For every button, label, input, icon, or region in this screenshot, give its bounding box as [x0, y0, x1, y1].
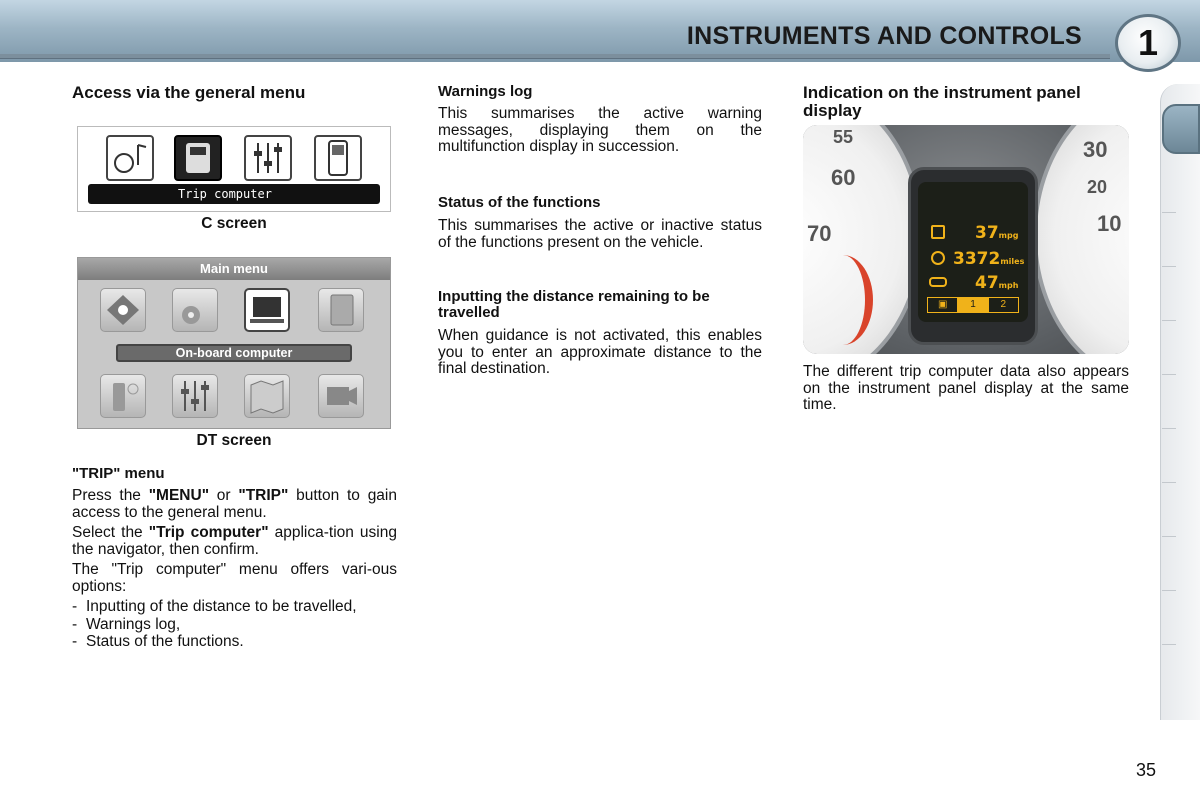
address-book-icon — [318, 288, 364, 332]
trip-menu-options-list — [72, 599, 397, 651]
tab-divider — [1162, 320, 1176, 321]
phone-icon — [314, 135, 362, 181]
display-row-consumption: 37mpg — [975, 223, 1019, 243]
redline-arc — [813, 255, 873, 345]
tab-divider — [1162, 644, 1176, 645]
settings-icon — [172, 374, 218, 418]
display-row-range: 3372miles — [953, 249, 1025, 269]
trip-menu-paragraph-1: Press the "MENU" or "TRIP" button to gain access to the general menu. — [72, 487, 397, 521]
trip-computer-icon — [174, 135, 222, 181]
c-screen-caption: C screen — [201, 215, 267, 232]
tab-divider — [1162, 590, 1176, 591]
display-tab-icon: ▣ — [928, 298, 958, 312]
chapter-badge: 1 — [1115, 14, 1181, 72]
rev-label: 10 — [1097, 211, 1122, 236]
music-icon — [106, 135, 154, 181]
instrument-panel-text: The different trip computer data also appears on the instrument panel display at the same time. — [803, 363, 1129, 413]
display-tab-1: 1 — [958, 298, 988, 312]
inputting-distance-text: When guidance is not activated, this enables you to enter an approximate distance to the final destination. — [438, 327, 762, 377]
display-tab-2: 2 — [1000, 299, 1007, 310]
speed-label: 55 — [833, 127, 854, 147]
tab-divider — [1162, 212, 1176, 213]
list-item: - Inputting of the distance to be travelled, — [72, 598, 357, 615]
page-number: 35 — [1136, 760, 1157, 780]
status-functions-text: This summarises the active or inactive status of the functions present on the vehicle. — [438, 217, 762, 251]
fuel-icon — [931, 225, 945, 239]
dt-screen-selection-bar: On-board computer — [116, 344, 352, 362]
header-rule — [0, 54, 1110, 59]
computer-icon — [244, 288, 290, 332]
section-heading-instrument-panel: Indication on the instrument panel display — [803, 83, 1081, 120]
trip-menu-paragraph-3: The "Trip computer" menu offers vari-ous options: — [72, 561, 397, 595]
inputting-distance-heading: Inputting the distance remaining to be travelled — [438, 288, 710, 321]
navigation-icon — [100, 288, 146, 332]
rev-counter-dial — [1033, 125, 1129, 354]
rev-label: 30 — [1083, 137, 1108, 162]
tab-divider — [1162, 374, 1176, 375]
settings-icon — [244, 135, 292, 181]
range-icon — [931, 251, 945, 265]
trip-menu-heading: "TRIP" menu — [72, 465, 165, 482]
warnings-log-heading: Warnings log — [438, 83, 533, 100]
audio-icon — [172, 288, 218, 332]
video-icon — [318, 374, 364, 418]
c-screen-selection-bar: Trip computer — [88, 184, 380, 204]
status-functions-heading: Status of the functions — [438, 194, 601, 211]
warnings-log-text: This summarises the active warning messages, displaying them on the multifunction display in succession. — [438, 105, 762, 155]
telephone-icon — [100, 374, 146, 418]
instrument-panel-photo — [803, 125, 1129, 354]
chapter-tabs-edge — [1160, 84, 1200, 720]
tab-divider — [1162, 266, 1176, 267]
page-title: INSTRUMENTS AND CONTROLS — [686, 22, 1082, 50]
chapter-tab-active[interactable] — [1162, 104, 1200, 154]
display-row-speed: 47mph — [975, 273, 1019, 293]
speed-label: 70 — [807, 221, 832, 246]
dt-screen-caption: DT screen — [196, 432, 272, 449]
map-icon — [244, 374, 290, 418]
dt-screen-header: Main menu — [78, 258, 390, 280]
rev-label: 20 — [1087, 177, 1108, 197]
tab-divider — [1162, 482, 1176, 483]
dt-screen-image — [77, 257, 391, 429]
trip-menu-paragraph-2: Select the "Trip computer" applica-tion using the navigator, then confirm. — [72, 524, 397, 558]
section-heading-general-menu: Access via the general menu — [72, 83, 306, 102]
list-item: - Warnings log, — [72, 615, 181, 633]
car-icon — [929, 277, 947, 287]
tab-divider — [1162, 428, 1176, 429]
c-screen-image — [77, 126, 391, 212]
display-page-tabs — [927, 297, 1019, 313]
speed-label: 60 — [831, 165, 856, 190]
tab-divider — [1162, 536, 1176, 537]
list-item: - Status of the functions. — [72, 633, 244, 650]
